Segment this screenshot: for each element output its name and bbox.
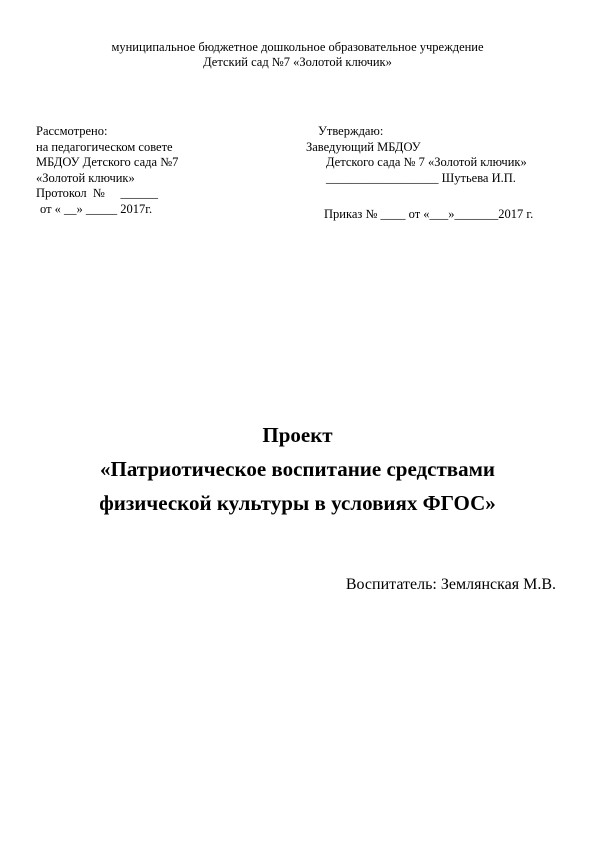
council-text: на педагогическом совете	[36, 139, 173, 154]
project-label: Проект	[262, 423, 333, 447]
protocol-date-line: от « __» _____ 2017г.	[40, 201, 153, 216]
protocol-line: Протокол № ______	[36, 186, 158, 200]
considered-label: Рассмотрено:	[36, 124, 108, 138]
kindergarten-text: Детского сада № 7 «Золотой ключик»	[326, 155, 527, 169]
institution-header	[0, 40, 595, 70]
approved-block	[306, 124, 576, 223]
project-title-line-1: «Патриотическое воспитание средствами	[99, 457, 496, 481]
signature-line: __________________ Шутьева И.П.	[326, 170, 516, 185]
order-line: Приказ № ____ от «___»_______2017 г.	[324, 207, 534, 221]
project-title-line-2: физической культуры в условиях ФГОС»	[99, 491, 496, 515]
approved-label: Утверждаю:	[318, 124, 384, 138]
golden-key-text: «Золотой ключик»	[36, 170, 135, 185]
kindergarten-name: Детский сад №7 «Золотой ключик»	[203, 55, 392, 69]
head-position-text: Заведующий МБДОУ	[306, 139, 421, 154]
institution-name: муниципальное бюджетное дошкольное образовательное учреждение	[111, 40, 484, 54]
teacher-name: Воспитатель: Землянская М.В.	[345, 576, 556, 593]
project-title	[0, 418, 595, 520]
mbdou-text: МБДОУ Детского сада №7	[36, 155, 179, 169]
considered-block	[36, 124, 296, 217]
